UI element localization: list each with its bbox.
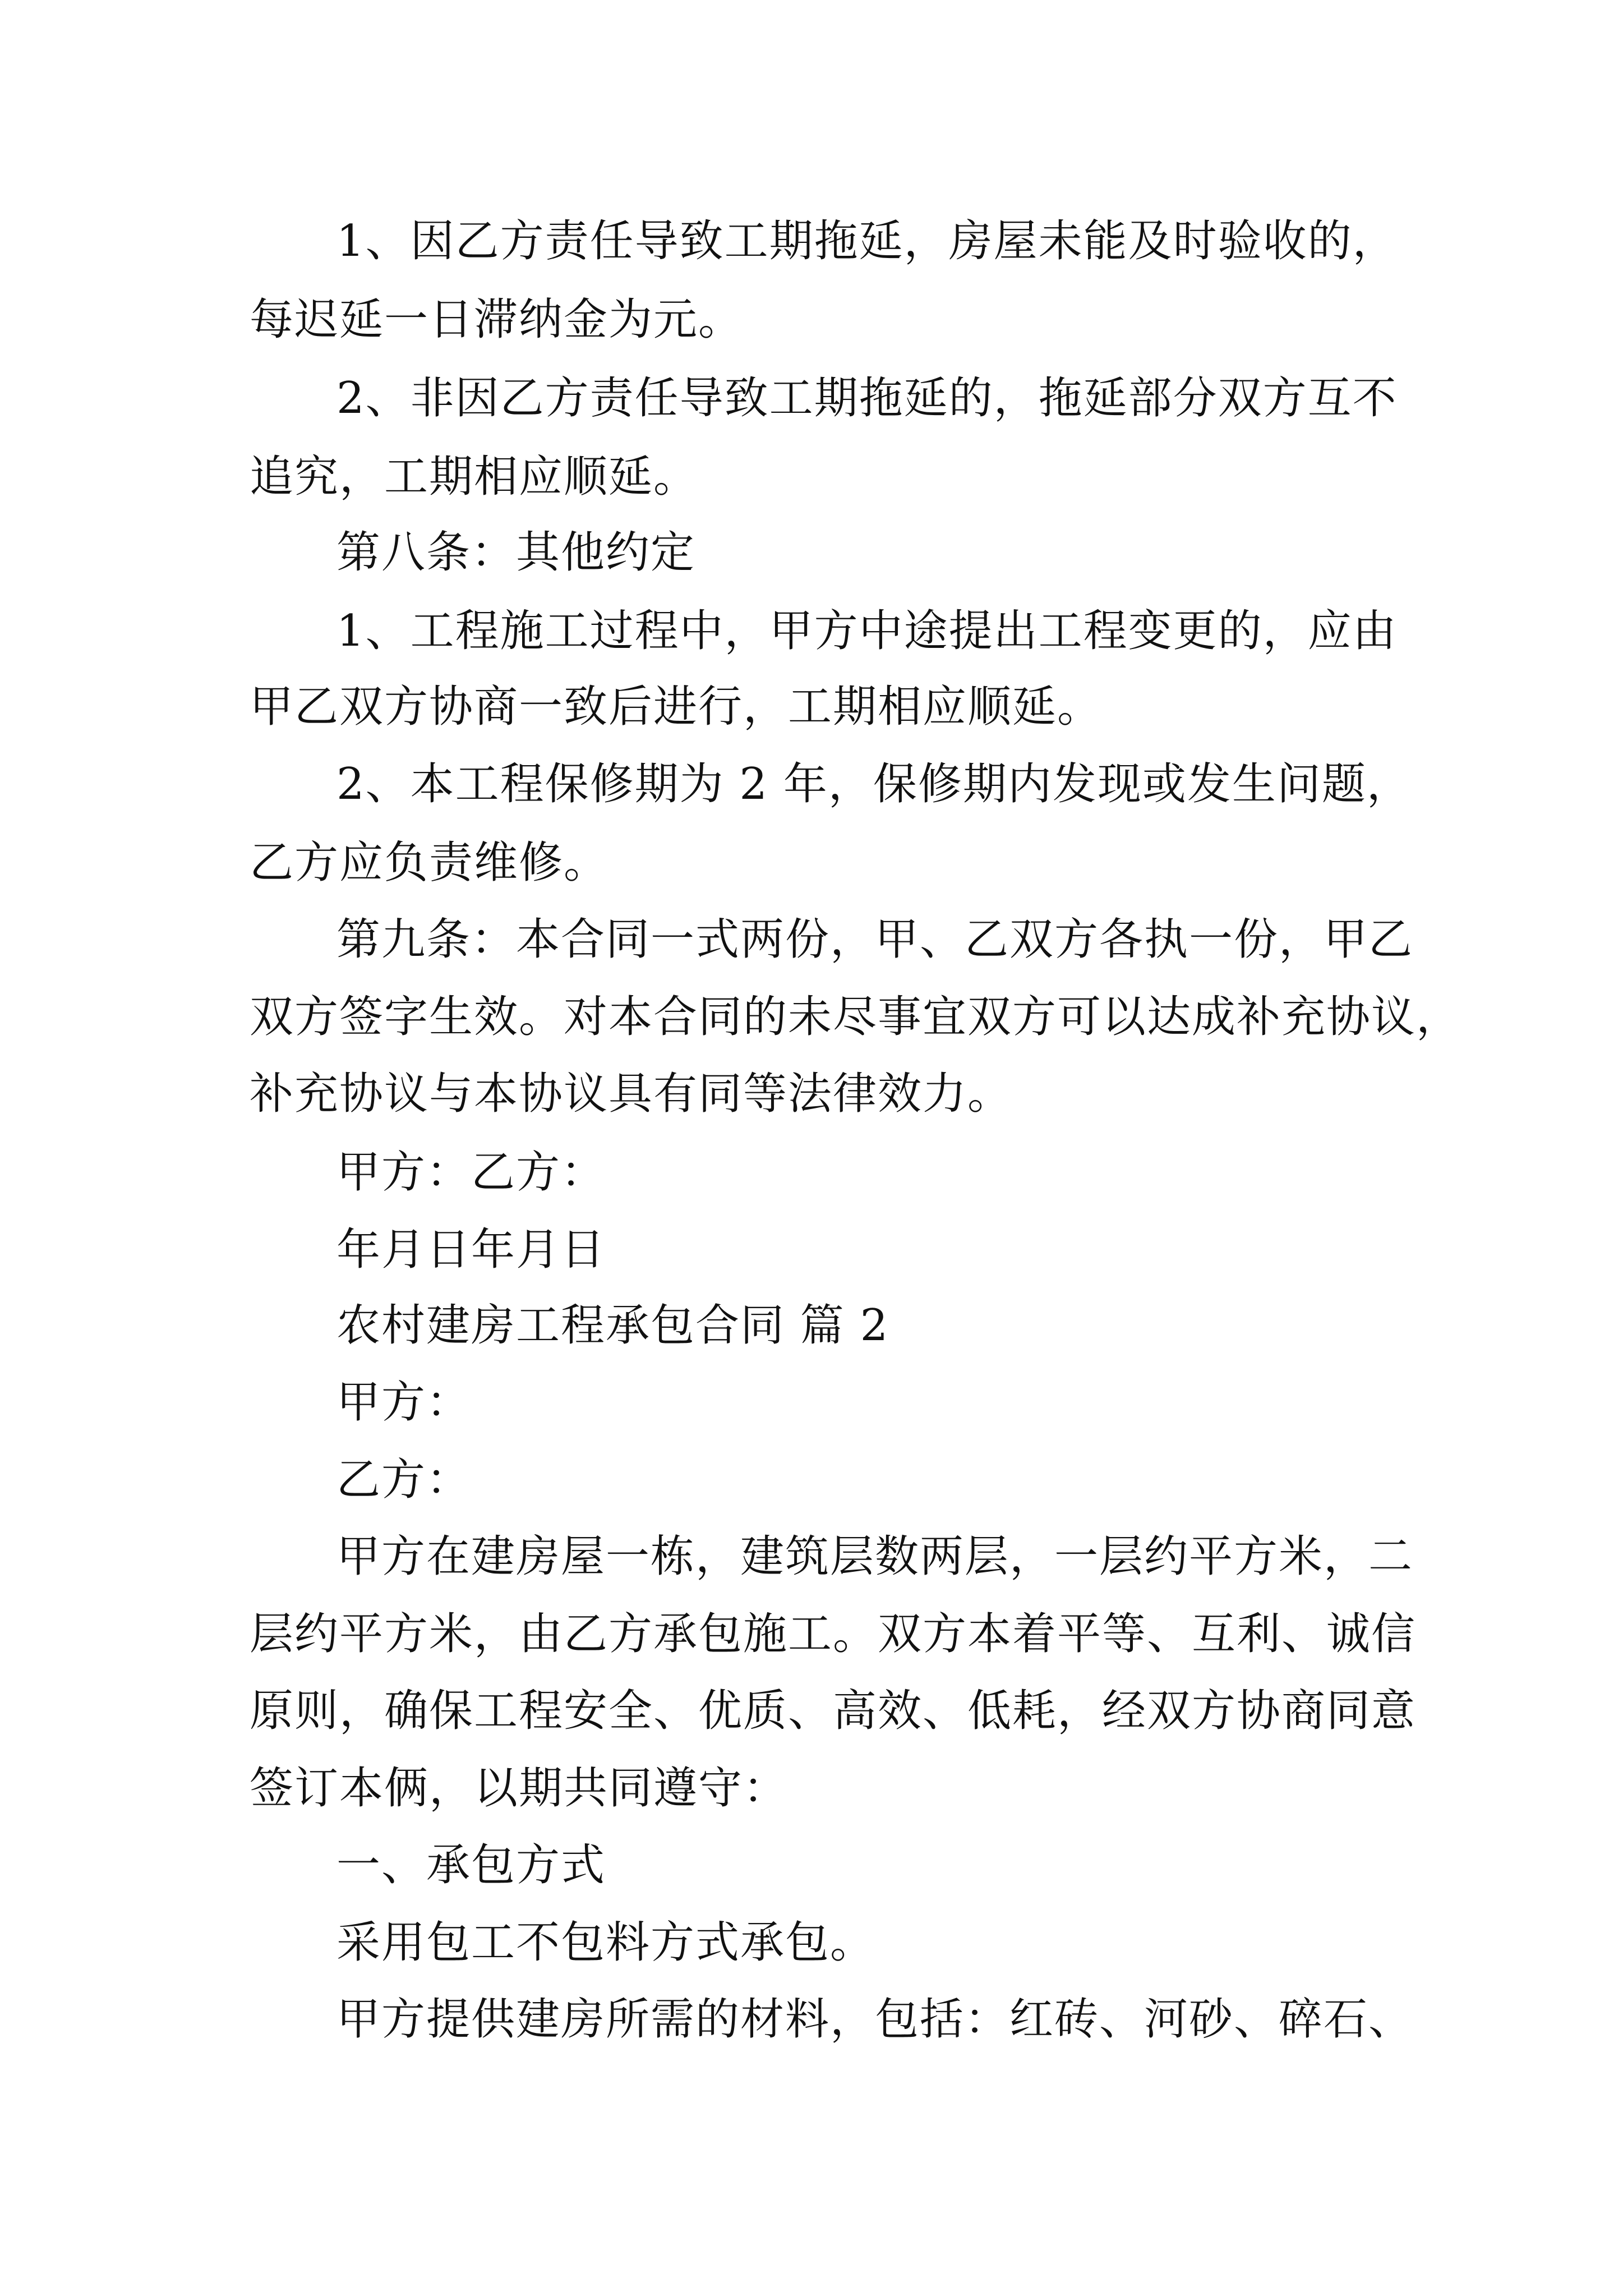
text-line-12: 补充协议与本协议具有同等法律效力。 xyxy=(250,1069,1013,1119)
text-line-2: 每迟延一日滞纳金为元。 xyxy=(250,295,744,345)
text-line-10: 第九条：本合同一式两份，甲、乙双方各执一份，甲乙 xyxy=(336,914,1414,965)
party-b-line: 乙方： xyxy=(336,1455,472,1505)
text-line-11: 双方签字生效。对本合同的未尽事宜双方可以达成补充协议， xyxy=(250,992,1461,1042)
text-line-9: 乙方应负责维修。 xyxy=(250,838,609,888)
text-line-20: 原则，确保工程安全、优质、高效、低耗，经双方协商同意 xyxy=(250,1686,1417,1736)
text-line-4: 追究，工期相应顺延。 xyxy=(250,452,699,502)
text-line-23: 采用包工不包料方式承包。 xyxy=(336,1917,875,1968)
contract-title: 农村建房工程承包合同 篇 2 xyxy=(336,1300,889,1351)
text-line-7: 甲乙双方协商一致后进行，工期相应顺延。 xyxy=(250,682,1103,732)
text-line-19: 层约平方米，由乙方承包施工。双方本着平等、互利、诚信 xyxy=(250,1609,1417,1659)
signature-parties-line: 甲方：乙方： xyxy=(336,1147,606,1198)
text-line-6: 1、工程施工过程中，甲方中途提出工程变更的，应由 xyxy=(336,606,1398,656)
text-line-18: 甲方在建房屋一栋，建筑层数两层，一层约平方米，二 xyxy=(336,1531,1414,1582)
text-line-24: 甲方提供建房所需的材料，包括：红砖、河砂、碎石、 xyxy=(336,1994,1414,2045)
section-heading-1: 一、承包方式 xyxy=(336,1840,606,1890)
text-line-21: 签订本俩，以期共同遵守： xyxy=(250,1763,789,1814)
section-heading-8: 第八条：其他约定 xyxy=(336,527,696,578)
party-a-line: 甲方： xyxy=(336,1377,472,1428)
signature-date-line: 年月日年月日 xyxy=(336,1225,606,1275)
text-line-3: 2、非因乙方责任导致工期拖延的，拖延部分双方互不 xyxy=(336,373,1398,424)
text-line-1: 1、因乙方责任导致工期拖延，房屋未能及时验收的， xyxy=(336,216,1398,266)
text-line-8: 2、本工程保修期为 2 年，保修期内发现或发生问题， xyxy=(336,759,1412,809)
